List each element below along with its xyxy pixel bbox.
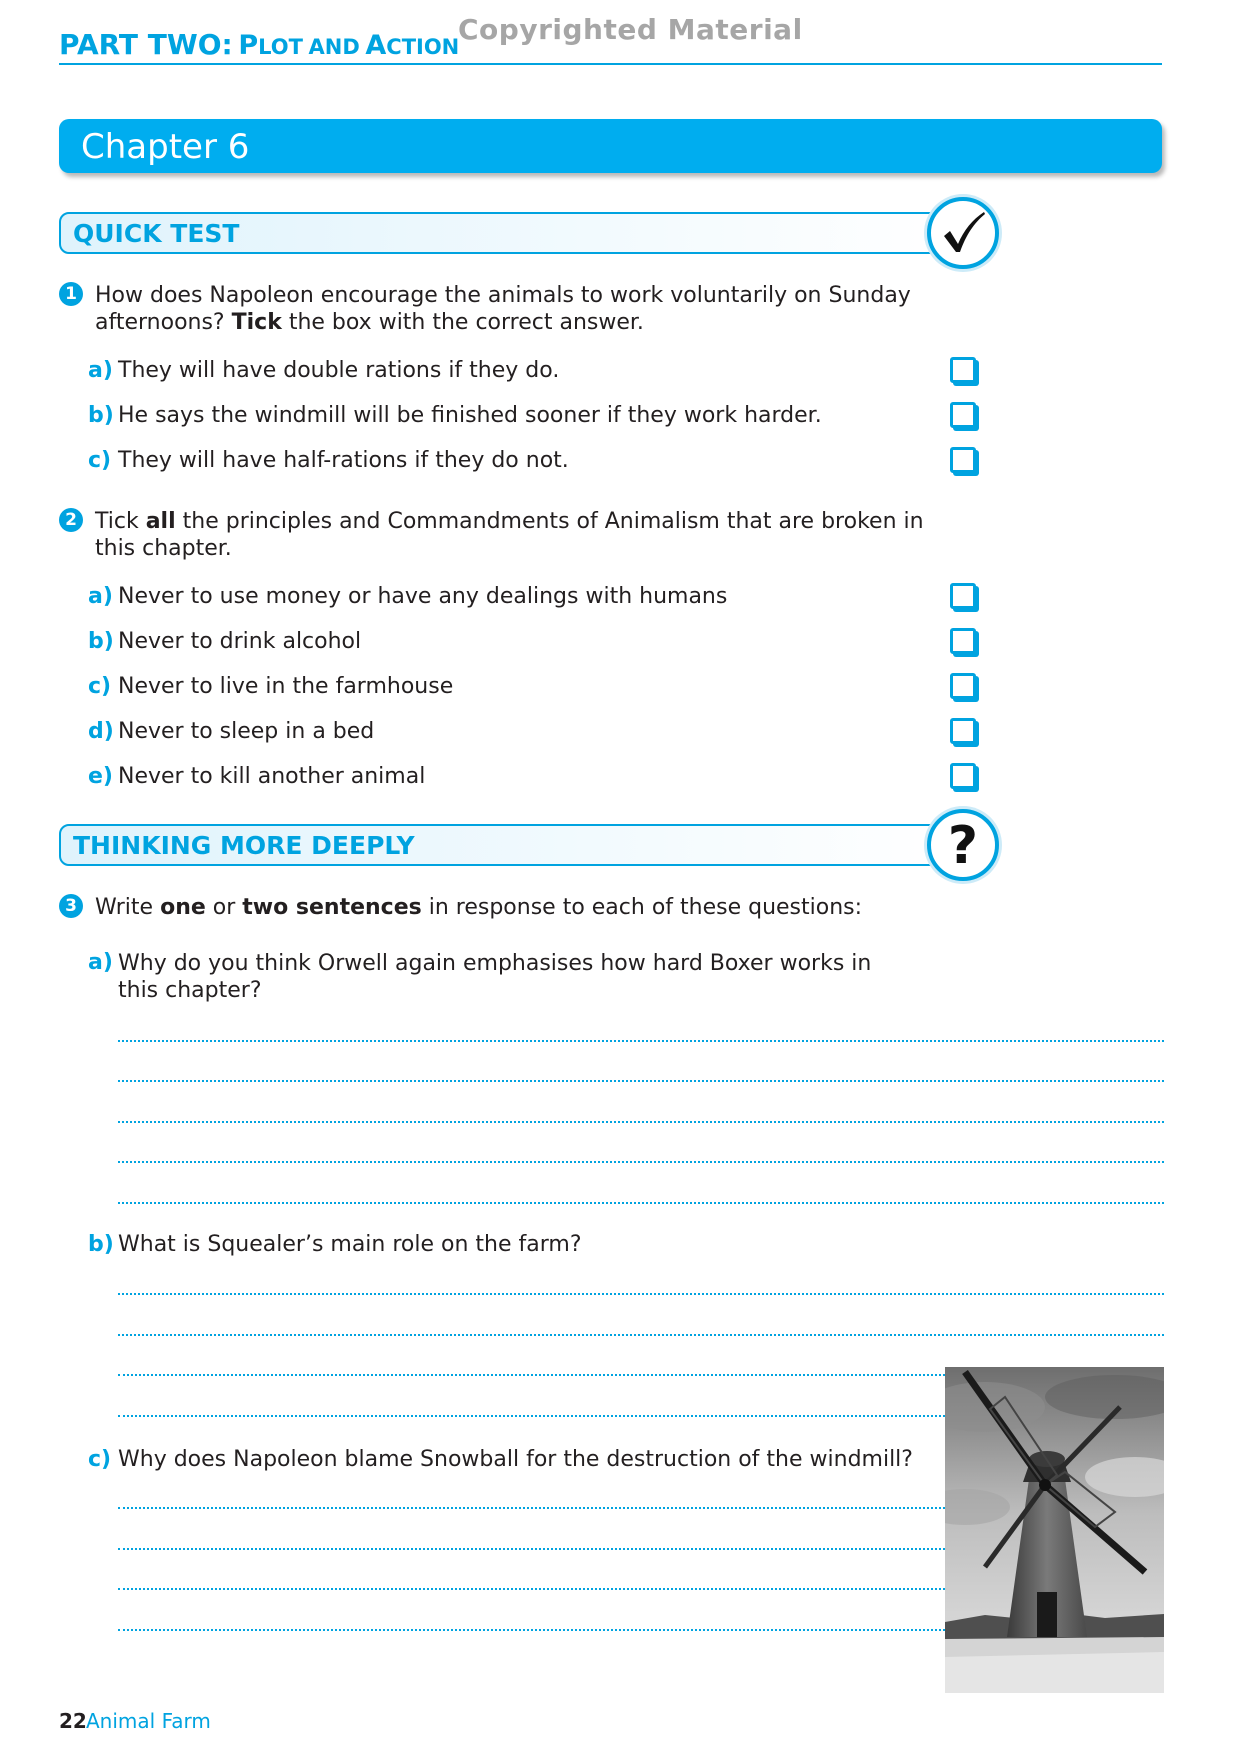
question-3-number: 3 [59, 894, 83, 918]
q2-option-e-checkbox[interactable] [950, 763, 976, 789]
q3-part-a-line-2: this chapter? [118, 978, 262, 1003]
q3-part-a-text [118, 950, 938, 1004]
q2-option-d-checkbox[interactable] [950, 718, 976, 744]
answer-line-c1[interactable] [118, 1507, 945, 1509]
thinking-deeply-label: THINKING MORE DEEPLY [73, 831, 415, 860]
thinking-deeply-bar [59, 824, 959, 866]
part-and: AND [308, 35, 360, 59]
answer-line-b2[interactable] [118, 1334, 1164, 1336]
question-2-text [95, 508, 925, 562]
q2-option-b-letter: b) [88, 629, 114, 654]
q1-option-b-letter: b) [88, 403, 114, 428]
answer-line-a5[interactable] [118, 1202, 1164, 1204]
q2-line1-bold: all [145, 509, 176, 534]
question-2-line-2: this chapter. [95, 536, 232, 561]
q3-part-b-text: What is Squealer’s main role on the farm? [118, 1232, 582, 1257]
q2-option-b-text: Never to drink alcohol [118, 629, 362, 654]
answer-line-a2[interactable] [118, 1080, 1164, 1082]
q1-option-a-checkbox[interactable] [950, 357, 976, 383]
watermark: Copyrighted Material [458, 13, 803, 46]
q1-option-b-checkbox[interactable] [950, 402, 976, 428]
chapter-banner [59, 119, 1162, 173]
q2-option-c-letter: c) [88, 674, 112, 699]
answer-line-b1[interactable] [118, 1293, 1164, 1295]
part-ction: CTION [386, 35, 460, 59]
q1-option-c-text: They will have half-rations if they do not. [118, 448, 569, 473]
q1-line2-bold: Tick [231, 310, 282, 335]
windmill-photo [945, 1367, 1164, 1693]
q1-option-b-text: He says the windmill will be finished sooner if they work harder. [118, 403, 822, 428]
q2-option-a-letter: a) [88, 584, 113, 609]
question-2-number: 2 [59, 508, 83, 532]
q2-line1-prefix: Tick [95, 509, 146, 534]
q1-line2-prefix: afternoons? [95, 310, 232, 335]
part-p: P [238, 30, 259, 61]
question-1-text [95, 282, 915, 336]
q3-part-b-letter: b) [88, 1232, 114, 1257]
chapter-title: Chapter 6 [81, 127, 250, 167]
q2-option-e-letter: e) [88, 764, 113, 789]
q2-option-d-letter: d) [88, 719, 114, 744]
q2-option-c-text: Never to live in the farmhouse [118, 674, 454, 699]
quick-test-label: QUICK TEST [73, 219, 240, 248]
page-number: 22 [59, 1709, 87, 1733]
q3-intro-bold-2: two sentences [242, 895, 422, 920]
svg-text:?: ? [947, 817, 979, 873]
q1-option-c-letter: c) [88, 448, 112, 473]
question-1-line-2 [95, 309, 915, 336]
q3-part-a-letter: a) [88, 950, 113, 975]
part-lot: LOT [258, 35, 303, 59]
answer-line-a1[interactable] [118, 1040, 1164, 1042]
q3-intro-3: in response to each of these questions: [421, 895, 863, 920]
book-title: Animal Farm [86, 1709, 211, 1733]
part-prefix: PART TWO: [59, 28, 233, 61]
answer-line-b3[interactable] [118, 1374, 945, 1376]
q1-option-a-letter: a) [88, 358, 113, 383]
q2-option-b-checkbox[interactable] [950, 628, 976, 654]
q3-part-c-text: Why does Napoleon blame Snowball for the destruction of the windmill? [118, 1447, 913, 1472]
question-2-line-1 [95, 508, 925, 535]
q2-option-a-checkbox[interactable] [950, 583, 976, 609]
answer-line-b4[interactable] [118, 1415, 945, 1417]
checkmark-icon [927, 197, 999, 269]
q2-option-a-text: Never to use money or have any dealings with humans [118, 584, 728, 609]
answer-line-c4[interactable] [118, 1629, 945, 1631]
answer-line-c3[interactable] [118, 1588, 945, 1590]
part-title [59, 28, 459, 61]
q1-option-c-checkbox[interactable] [950, 447, 976, 473]
answer-line-a3[interactable] [118, 1121, 1164, 1123]
q3-intro-bold-1: one [160, 895, 206, 920]
question-1-number: 1 [59, 282, 83, 306]
q2-line1-suffix: the principles and Commandments of Animalism that are broken in [175, 509, 924, 534]
quick-test-bar [59, 212, 959, 254]
part-a: A [365, 30, 387, 61]
question-mark-icon [927, 809, 999, 881]
q1-line2-suffix: the box with the correct answer. [281, 310, 644, 335]
header-rule [59, 63, 1162, 65]
q3-part-a-line-1: Why do you think Orwell again emphasises how hard Boxer works in [118, 951, 872, 976]
q3-intro-2: or [205, 895, 243, 920]
q1-option-a-text: They will have double rations if they do. [118, 358, 560, 383]
q3-intro-1: Write [95, 895, 161, 920]
question-1-line-1: How does Napoleon encourage the animals to work voluntarily on Sunday [95, 283, 911, 308]
q2-option-d-text: Never to sleep in a bed [118, 719, 375, 744]
answer-line-c2[interactable] [118, 1548, 945, 1550]
answer-line-a4[interactable] [118, 1161, 1164, 1163]
q2-option-c-checkbox[interactable] [950, 673, 976, 699]
q3-part-c-letter: c) [88, 1447, 112, 1472]
question-3-text [95, 894, 945, 921]
q2-option-e-text: Never to kill another animal [118, 764, 426, 789]
